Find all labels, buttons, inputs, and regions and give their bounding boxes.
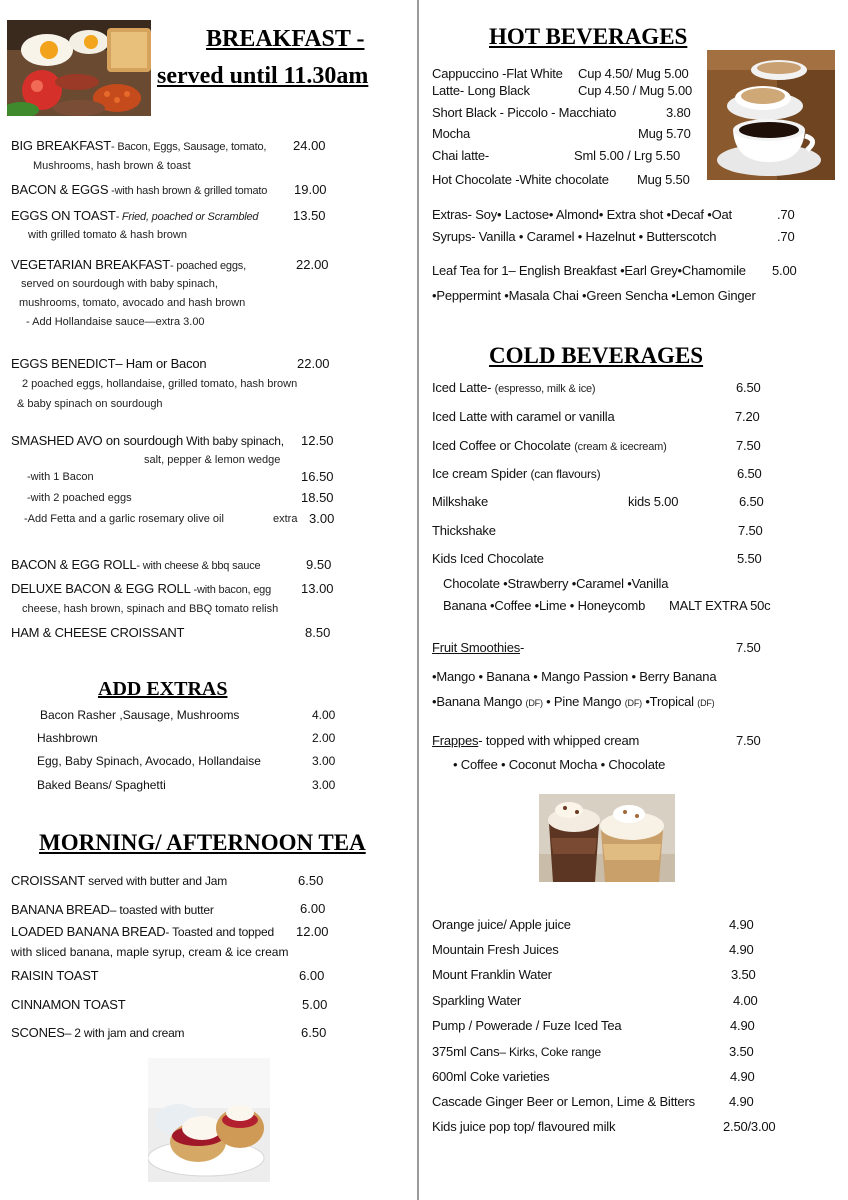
flavours-line-2: Banana •Coffee •Lime • Honeycomb bbox=[443, 598, 646, 613]
item-price: .70 bbox=[777, 207, 795, 222]
item-price: 4.90 bbox=[729, 942, 754, 957]
hot-item-latte: Latte- Long Black bbox=[432, 83, 530, 98]
menu-item-bacon-eggs bbox=[11, 182, 267, 197]
item-price: Mug 5.50 bbox=[637, 172, 690, 187]
menu-item-deluxe-roll bbox=[11, 581, 271, 596]
item-price: 13.50 bbox=[293, 208, 326, 223]
item-price: 2.50/3.00 bbox=[723, 1119, 776, 1134]
item-desc-2: served on sourdough with baby spinach, bbox=[21, 278, 218, 290]
item-price: 3.00 bbox=[312, 778, 336, 792]
smoothies-line-1: •Mango • Banana • Mango Passion • Berry Banana bbox=[432, 669, 717, 684]
frappes-line: • Coffee • Coconut Mocha • Chocolate bbox=[453, 757, 666, 772]
item-desc: - poached eggs, bbox=[170, 260, 246, 272]
cold-item-iced-coffee bbox=[432, 438, 667, 453]
dairy-free-tag: (DF) bbox=[525, 698, 543, 708]
menu-option-1-bacon: -with 1 Bacon bbox=[27, 471, 94, 483]
item-desc: (cream & icecream) bbox=[574, 441, 667, 453]
item-name: BACON & EGGS bbox=[11, 182, 109, 197]
menu-item-croissant bbox=[11, 873, 227, 888]
item-name: Ice cream Spider bbox=[432, 466, 531, 481]
smoothies-label: Fruit Smoothies bbox=[432, 640, 521, 655]
kids-price: kids 5.00 bbox=[628, 494, 679, 509]
item-price: 19.00 bbox=[294, 182, 327, 197]
item-name: LOADED BANANA BREAD bbox=[11, 924, 166, 939]
item-desc: – 2 with jam and cream bbox=[64, 1026, 185, 1040]
cold-item-milkshake: Milkshake bbox=[432, 494, 488, 509]
item-desc-2: with grilled tomato & hash brown bbox=[28, 229, 187, 241]
cold-item-iced-latte-caramel: Iced Latte with caramel or vanilla bbox=[432, 409, 615, 424]
item-price: 3.80 bbox=[666, 105, 691, 120]
item-desc: - Fried, poached or Scrambled bbox=[115, 211, 259, 223]
drink-kids-juice: Kids juice pop top/ flavoured milk bbox=[432, 1119, 616, 1134]
item-price: 12.50 bbox=[301, 433, 334, 448]
item-price: 7.50 bbox=[736, 438, 761, 453]
item-name: DELUXE BACON & EGG ROLL bbox=[11, 581, 191, 596]
extra-label: extra bbox=[273, 513, 298, 525]
item-price: 4.00 bbox=[312, 708, 336, 722]
item-price: 24.00 bbox=[293, 138, 326, 153]
menu-item-big-breakfast bbox=[11, 138, 266, 153]
hot-item-chai: Chai latte- bbox=[432, 148, 490, 163]
hot-item-short-black: Short Black - Piccolo - Macchiato bbox=[432, 105, 617, 120]
item-desc: served with butter and Jam bbox=[85, 874, 228, 888]
item-price: 22.00 bbox=[297, 356, 330, 371]
item-price: 5.50 bbox=[737, 551, 762, 566]
item-price: 3.00 bbox=[312, 754, 336, 768]
breakfast-title: BREAKFAST - bbox=[206, 26, 365, 52]
item-desc-2: cheese, hash brown, spinach and BBQ tomato relish bbox=[22, 603, 279, 615]
item-price: 6.50 bbox=[301, 1025, 327, 1040]
extras-options: Soy• Lactose• Almond• Extra shot •Decaf •Oat bbox=[471, 207, 732, 222]
frappes-desc: - topped with whipped cream bbox=[478, 733, 640, 748]
item-desc: (can flavours) bbox=[530, 467, 601, 481]
tea-title: MORNING/ AFTERNOON TEA bbox=[39, 830, 366, 855]
item-price: 6.00 bbox=[299, 968, 325, 983]
smoothie-tropical: •Tropical bbox=[641, 694, 698, 709]
item-desc: - Toasted and topped bbox=[165, 925, 274, 939]
menu-item-banana-bread bbox=[11, 902, 214, 917]
item-price: 4.90 bbox=[730, 1018, 755, 1033]
syrups-label: Syrups- bbox=[432, 229, 476, 244]
item-name: SMASHED AVO on sourdough bbox=[11, 433, 183, 448]
extras-label: Extras- bbox=[432, 207, 472, 222]
item-price: 5.00 bbox=[302, 997, 328, 1012]
item-name: SCONES bbox=[11, 1025, 65, 1040]
item-price: 2.00 bbox=[312, 731, 336, 745]
menu-item-cinnamon-toast: CINNAMON TOAST bbox=[11, 997, 126, 1012]
item-desc-2: Mushrooms, hash brown & toast bbox=[33, 160, 191, 172]
item-price: 4.90 bbox=[730, 1069, 755, 1084]
item-price: 4.90 bbox=[729, 917, 754, 932]
item-name: BACON & EGG ROLL bbox=[11, 557, 137, 572]
hot-item-hot-chocolate: Hot Chocolate -White chocolate bbox=[432, 172, 609, 187]
drink-sparkling-water: Sparkling Water bbox=[432, 993, 521, 1008]
column-divider bbox=[417, 0, 419, 1200]
item-price: 9.50 bbox=[306, 557, 332, 572]
frappes-label: Frappes bbox=[432, 733, 479, 748]
extras-title: ADD EXTRAS bbox=[98, 678, 228, 700]
menu-item-eggs-on-toast bbox=[11, 208, 258, 223]
cold-beverages-title: COLD BEVERAGES bbox=[489, 343, 704, 368]
item-price: 3.00 bbox=[309, 511, 335, 526]
menu-item-smashed-avo bbox=[11, 433, 284, 448]
dairy-free-tag: (DF) bbox=[624, 698, 642, 708]
item-price: 12.00 bbox=[296, 924, 329, 939]
item-desc: -with hash brown & grilled tomato bbox=[108, 185, 268, 197]
breakfast-subtitle: served until 11.30am bbox=[157, 63, 369, 89]
item-price: 6.50 bbox=[298, 873, 324, 888]
item-price: Sml 5.00 / Lrg 5.50 bbox=[574, 148, 681, 163]
item-desc: - with cheese & bbq sauce bbox=[136, 560, 261, 572]
leaf-tea-line: Leaf Tea for 1– English Breakfast •Earl Grey•Chamomile bbox=[432, 263, 746, 278]
breakfast-photo bbox=[7, 20, 151, 116]
item-price: 7.20 bbox=[735, 409, 760, 424]
item-desc-2: with sliced banana, maple syrup, cream & ice cream bbox=[11, 945, 289, 959]
item-desc-4: - Add Hollandaise sauce—extra 3.00 bbox=[26, 316, 205, 328]
extra-item-beans: Baked Beans/ Spaghetti bbox=[37, 778, 166, 792]
smoothies-line-2 bbox=[432, 694, 714, 709]
item-name: EGGS ON TOAST bbox=[11, 208, 116, 223]
item-price: 7.50 bbox=[736, 733, 761, 748]
item-price: 13.00 bbox=[301, 581, 334, 596]
menu-item-scones bbox=[11, 1025, 184, 1040]
item-name: Iced Latte- bbox=[432, 380, 495, 395]
item-name: BIG BREAKFAST bbox=[11, 138, 111, 153]
menu-item-eggs-benedict bbox=[11, 356, 206, 371]
hot-item-cappuccino: Cappuccino -Flat White bbox=[432, 66, 563, 81]
menu-item-ham-cheese-croissant: HAM & CHEESE CROISSANT bbox=[11, 625, 185, 640]
item-price: Mug 5.70 bbox=[638, 126, 691, 141]
extra-item-egg: Egg, Baby Spinach, Avocado, Hollandaise bbox=[37, 754, 261, 768]
drink-mount-franklin: Mount Franklin Water bbox=[432, 967, 552, 982]
extra-item-bacon: Bacon Rasher ,Sausage, Mushrooms bbox=[40, 708, 240, 722]
menu-item-vegetarian-breakfast bbox=[11, 257, 246, 272]
coffee-cups-photo bbox=[707, 50, 835, 180]
scones-photo bbox=[148, 1058, 270, 1182]
menu-option-2-eggs: -with 2 poached eggs bbox=[27, 492, 132, 504]
frappes-photo bbox=[539, 794, 675, 882]
item-name: BANANA BREAD bbox=[11, 902, 110, 917]
cold-item-ice-cream-spider bbox=[432, 466, 600, 481]
smoothie-pine-mango: • Pine Mango bbox=[542, 694, 625, 709]
menu-option-fetta: -Add Fetta and a garlic rosemary olive oil bbox=[24, 513, 224, 525]
hot-extras-line bbox=[432, 207, 732, 222]
hot-syrups-line bbox=[432, 229, 716, 244]
frappes-heading bbox=[432, 733, 639, 748]
item-price: 6.50 bbox=[737, 466, 762, 481]
hot-item-mocha: Mocha bbox=[432, 126, 471, 141]
smoothies-heading bbox=[432, 640, 524, 655]
item-price: 4.90 bbox=[729, 1094, 754, 1109]
cold-item-iced-latte bbox=[432, 380, 595, 395]
leaf-tea-line-2: •Peppermint •Masala Chai •Green Sencha •Lemon Ginger bbox=[432, 288, 756, 303]
item-price: 6.50 bbox=[736, 380, 761, 395]
item-price: 6.50 bbox=[739, 494, 764, 509]
item-desc: -with bacon, egg bbox=[190, 584, 271, 596]
flavours-line-1: Chocolate •Strawberry •Caramel •Vanilla bbox=[443, 576, 669, 591]
drink-cascade-ginger-beer: Cascade Ginger Beer or Lemon, Lime & Bitters bbox=[432, 1094, 695, 1109]
item-desc: – Ham or Bacon bbox=[115, 356, 207, 371]
menu-item-raisin-toast: RAISIN TOAST bbox=[11, 968, 99, 983]
item-desc-3: mushrooms, tomato, avocado and hash brown bbox=[19, 297, 246, 309]
item-name: EGGS BENEDICT bbox=[11, 356, 116, 371]
item-price: 8.50 bbox=[305, 625, 331, 640]
menu-item-bacon-egg-roll bbox=[11, 557, 260, 572]
drink-mountain-fresh: Mountain Fresh Juices bbox=[432, 942, 559, 957]
syrups-options: Vanilla • Caramel • Hazelnut • Butterscotch bbox=[475, 229, 717, 244]
dairy-free-tag: (DF) bbox=[697, 698, 715, 708]
drink-pump-powerade: Pump / Powerade / Fuze Iced Tea bbox=[432, 1018, 622, 1033]
item-desc: – toasted with butter bbox=[109, 903, 214, 917]
item-desc: With baby spinach, bbox=[183, 434, 284, 448]
item-price: .70 bbox=[777, 229, 795, 244]
item-price: 22.00 bbox=[296, 257, 329, 272]
item-price: 7.50 bbox=[736, 640, 761, 655]
item-price: 3.50 bbox=[731, 967, 756, 982]
extra-item-hashbrown: Hashbrown bbox=[37, 731, 98, 745]
malt-extra: MALT EXTRA 50c bbox=[669, 598, 771, 613]
smoothies-dash: - bbox=[520, 640, 525, 655]
drink-375ml-cans bbox=[432, 1044, 601, 1059]
item-desc-3: & baby spinach on sourdough bbox=[17, 398, 163, 410]
item-price: 4.00 bbox=[733, 993, 758, 1008]
item-name: VEGETARIAN BREAKFAST bbox=[11, 257, 171, 272]
item-price: 5.00 bbox=[772, 263, 797, 278]
item-name: CROISSANT bbox=[11, 873, 86, 888]
item-price: 3.50 bbox=[729, 1044, 754, 1059]
item-desc: - Bacon, Eggs, Sausage, tomato, bbox=[111, 141, 267, 153]
item-desc: – Kirks, Coke range bbox=[499, 1045, 601, 1059]
cold-item-kids-iced-chocolate: Kids Iced Chocolate bbox=[432, 551, 544, 566]
hot-beverages-title: HOT BEVERAGES bbox=[489, 24, 688, 49]
item-desc: (espresso, milk & ice) bbox=[494, 383, 596, 395]
item-price: 6.00 bbox=[300, 901, 326, 916]
cold-item-thickshake: Thickshake bbox=[432, 523, 496, 538]
item-desc-2: salt, pepper & lemon wedge bbox=[144, 454, 281, 466]
item-price: 16.50 bbox=[301, 469, 334, 484]
item-name: Iced Coffee or Chocolate bbox=[432, 438, 575, 453]
item-price: Cup 4.50 / Mug 5.00 bbox=[578, 83, 692, 98]
item-price: 7.50 bbox=[738, 523, 763, 538]
item-price: Cup 4.50/ Mug 5.00 bbox=[578, 66, 689, 81]
menu-item-loaded-banana-bread bbox=[11, 924, 274, 939]
item-desc-2: 2 poached eggs, hollandaise, grilled tomato, hash brown bbox=[22, 378, 298, 390]
drink-600ml-coke: 600ml Coke varieties bbox=[432, 1069, 550, 1084]
drink-orange-apple-juice: Orange juice/ Apple juice bbox=[432, 917, 571, 932]
smoothie-banana-mango: •Banana Mango bbox=[432, 694, 526, 709]
item-name: 375ml Cans bbox=[432, 1044, 500, 1059]
item-price: 18.50 bbox=[301, 490, 334, 505]
